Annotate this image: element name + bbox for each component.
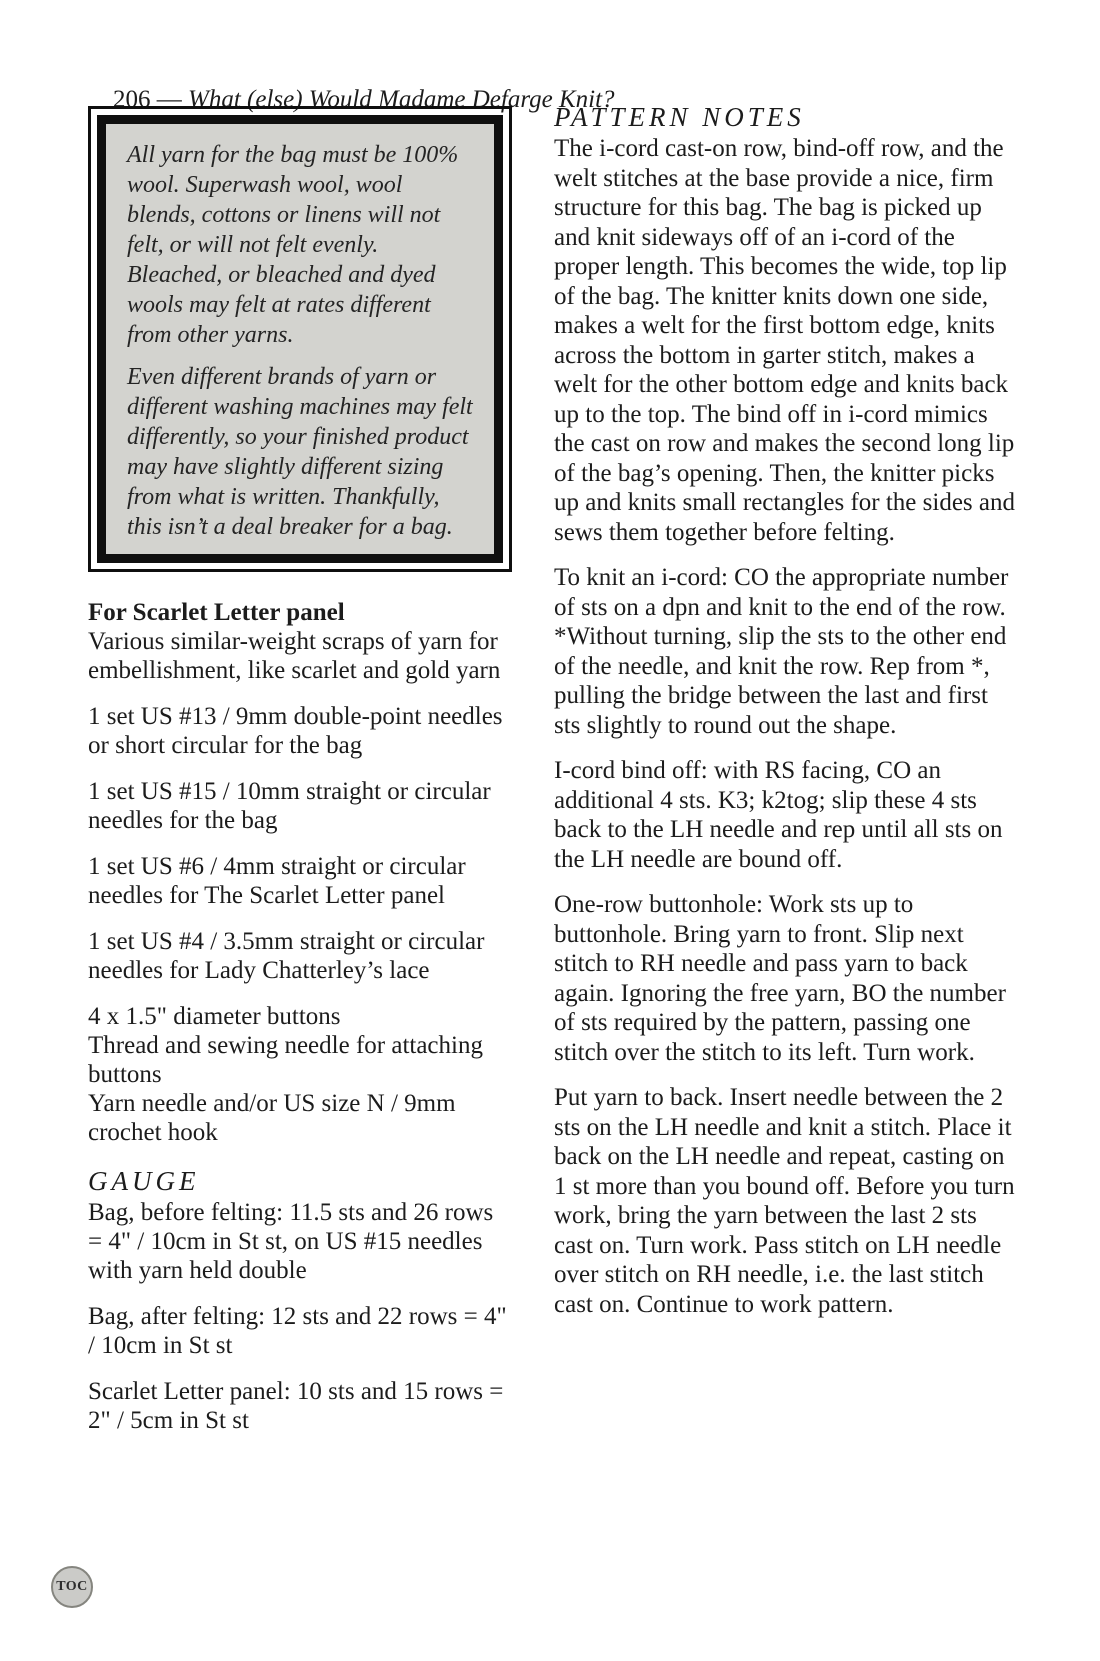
note-box-content	[97, 115, 503, 563]
pattern-notes-paragraph: I-cord bind off: with RS facing, CO an additional 4 sts. K3; k2tog; slip these 4 sts back to the LH needle and rep until all sts on the LH needle are bound off.	[554, 757, 1003, 873]
materials-notions	[88, 1002, 512, 1147]
note-paragraph: All yarn for the bag must be 100% wool. Superwash wool, wool blends, cottons or linens will not felt, or will not felt evenly. Bleached, or bleached and dyed wools may felt at rates different from other yarns.	[127, 142, 459, 348]
gauge-item: Scarlet Letter panel: 10 sts and 15 rows = 2" / 5cm in St st	[88, 1378, 504, 1434]
book-title: What (else) Would Madame Defarge Knit?	[188, 86, 615, 113]
materials-intro: Various similar-weight scraps of yarn for embellishment, like scarlet and gold yarn	[88, 628, 501, 684]
right-column	[554, 101, 1016, 1319]
toc-button[interactable]: TOC	[51, 1566, 93, 1608]
pattern-notes-paragraph: Put yarn to back. Insert needle between the 2 sts on the LH needle and knit a stitch. Place it back on the LH needle and repeat, casting on 1 st more than you bound off. Before you turn work, bring the yarn between the last 2 sts cast on. Turn work. Pass stitch on LH needle over stitch on RH needle, i.e. the last stitch cast on. Continue to work pattern.	[554, 1084, 1015, 1318]
gauge-item: Bag, before felting: 11.5 sts and 26 rows = 4" / 10cm in St st, on US #15 needles with yarn held double	[88, 1199, 494, 1284]
materials-notion: Yarn needle and/or US size N / 9mm crochet hook	[88, 1090, 456, 1146]
note-paragraph: Even different brands of yarn or different washing machines may felt differently, so your finished product may have slightly different sizing from what is written. Thankfully, this isn’t a deal breaker for a bag.	[127, 364, 473, 540]
left-column	[88, 106, 512, 1435]
header-separator: —	[150, 86, 188, 113]
pattern-notes-paragraph: One-row buttonhole: Work sts up to buttonhole. Bring yarn to front. Slip next stitch to RH needle and pass yarn to back again. Ignoring the free yarn, BO the number of sts required by the pattern, passing one stitch over the stitch to its left. Turn work.	[554, 891, 1006, 1066]
note-box	[88, 106, 512, 572]
materials-heading: For Scarlet Letter panel	[88, 599, 345, 626]
gauge-heading: GAUGE	[88, 1166, 200, 1196]
materials-notion: 4 x 1.5" diameter buttons	[88, 1003, 341, 1030]
materials-item: 1 set US #4 / 3.5mm straight or circular needles for Lady Chatterley’s lace	[88, 928, 485, 984]
pattern-notes-heading: PATTERN NOTES	[554, 102, 805, 132]
page-number: 206	[113, 86, 151, 113]
materials-item: 1 set US #6 / 4mm straight or circular needles for The Scarlet Letter panel	[88, 853, 466, 909]
materials-item: 1 set US #13 / 9mm double-point needles or short circular for the bag	[88, 703, 503, 759]
materials-item: 1 set US #15 / 10mm straight or circular needles for the bag	[88, 778, 491, 834]
materials-notion: Thread and sewing needle for attaching buttons	[88, 1032, 483, 1088]
pattern-notes-paragraph: The i-cord cast-on row, bind-off row, and the welt stitches at the base provide a nice, firm structure for this bag. The bag is picked up and knit sideways off of an i-cord of the proper length. This becomes the wide, top lip of the bag. The knitter knits down one side, makes a welt for the first bottom edge, knits across the bottom in garter stitch, makes a welt for the other bottom edge and knits back up to the top. The bind off in i-cord mimics the cast on row and makes the second long lip of the bag’s opening. Then, the knitter picks up and knits small rectangles for the sides and sews them together before felting.	[554, 135, 1015, 546]
gauge-item: Bag, after felting: 12 sts and 22 rows = 4" / 10cm in St st	[88, 1303, 507, 1359]
pattern-notes-paragraph: To knit an i-cord: CO the appropriate number of sts on a dpn and knit to the end of the row. *Without turning, slip the sts to the other end of the needle, and knit the row. Rep from *, pulling the bridge between the last and first sts slightly to round out the shape.	[554, 564, 1009, 739]
